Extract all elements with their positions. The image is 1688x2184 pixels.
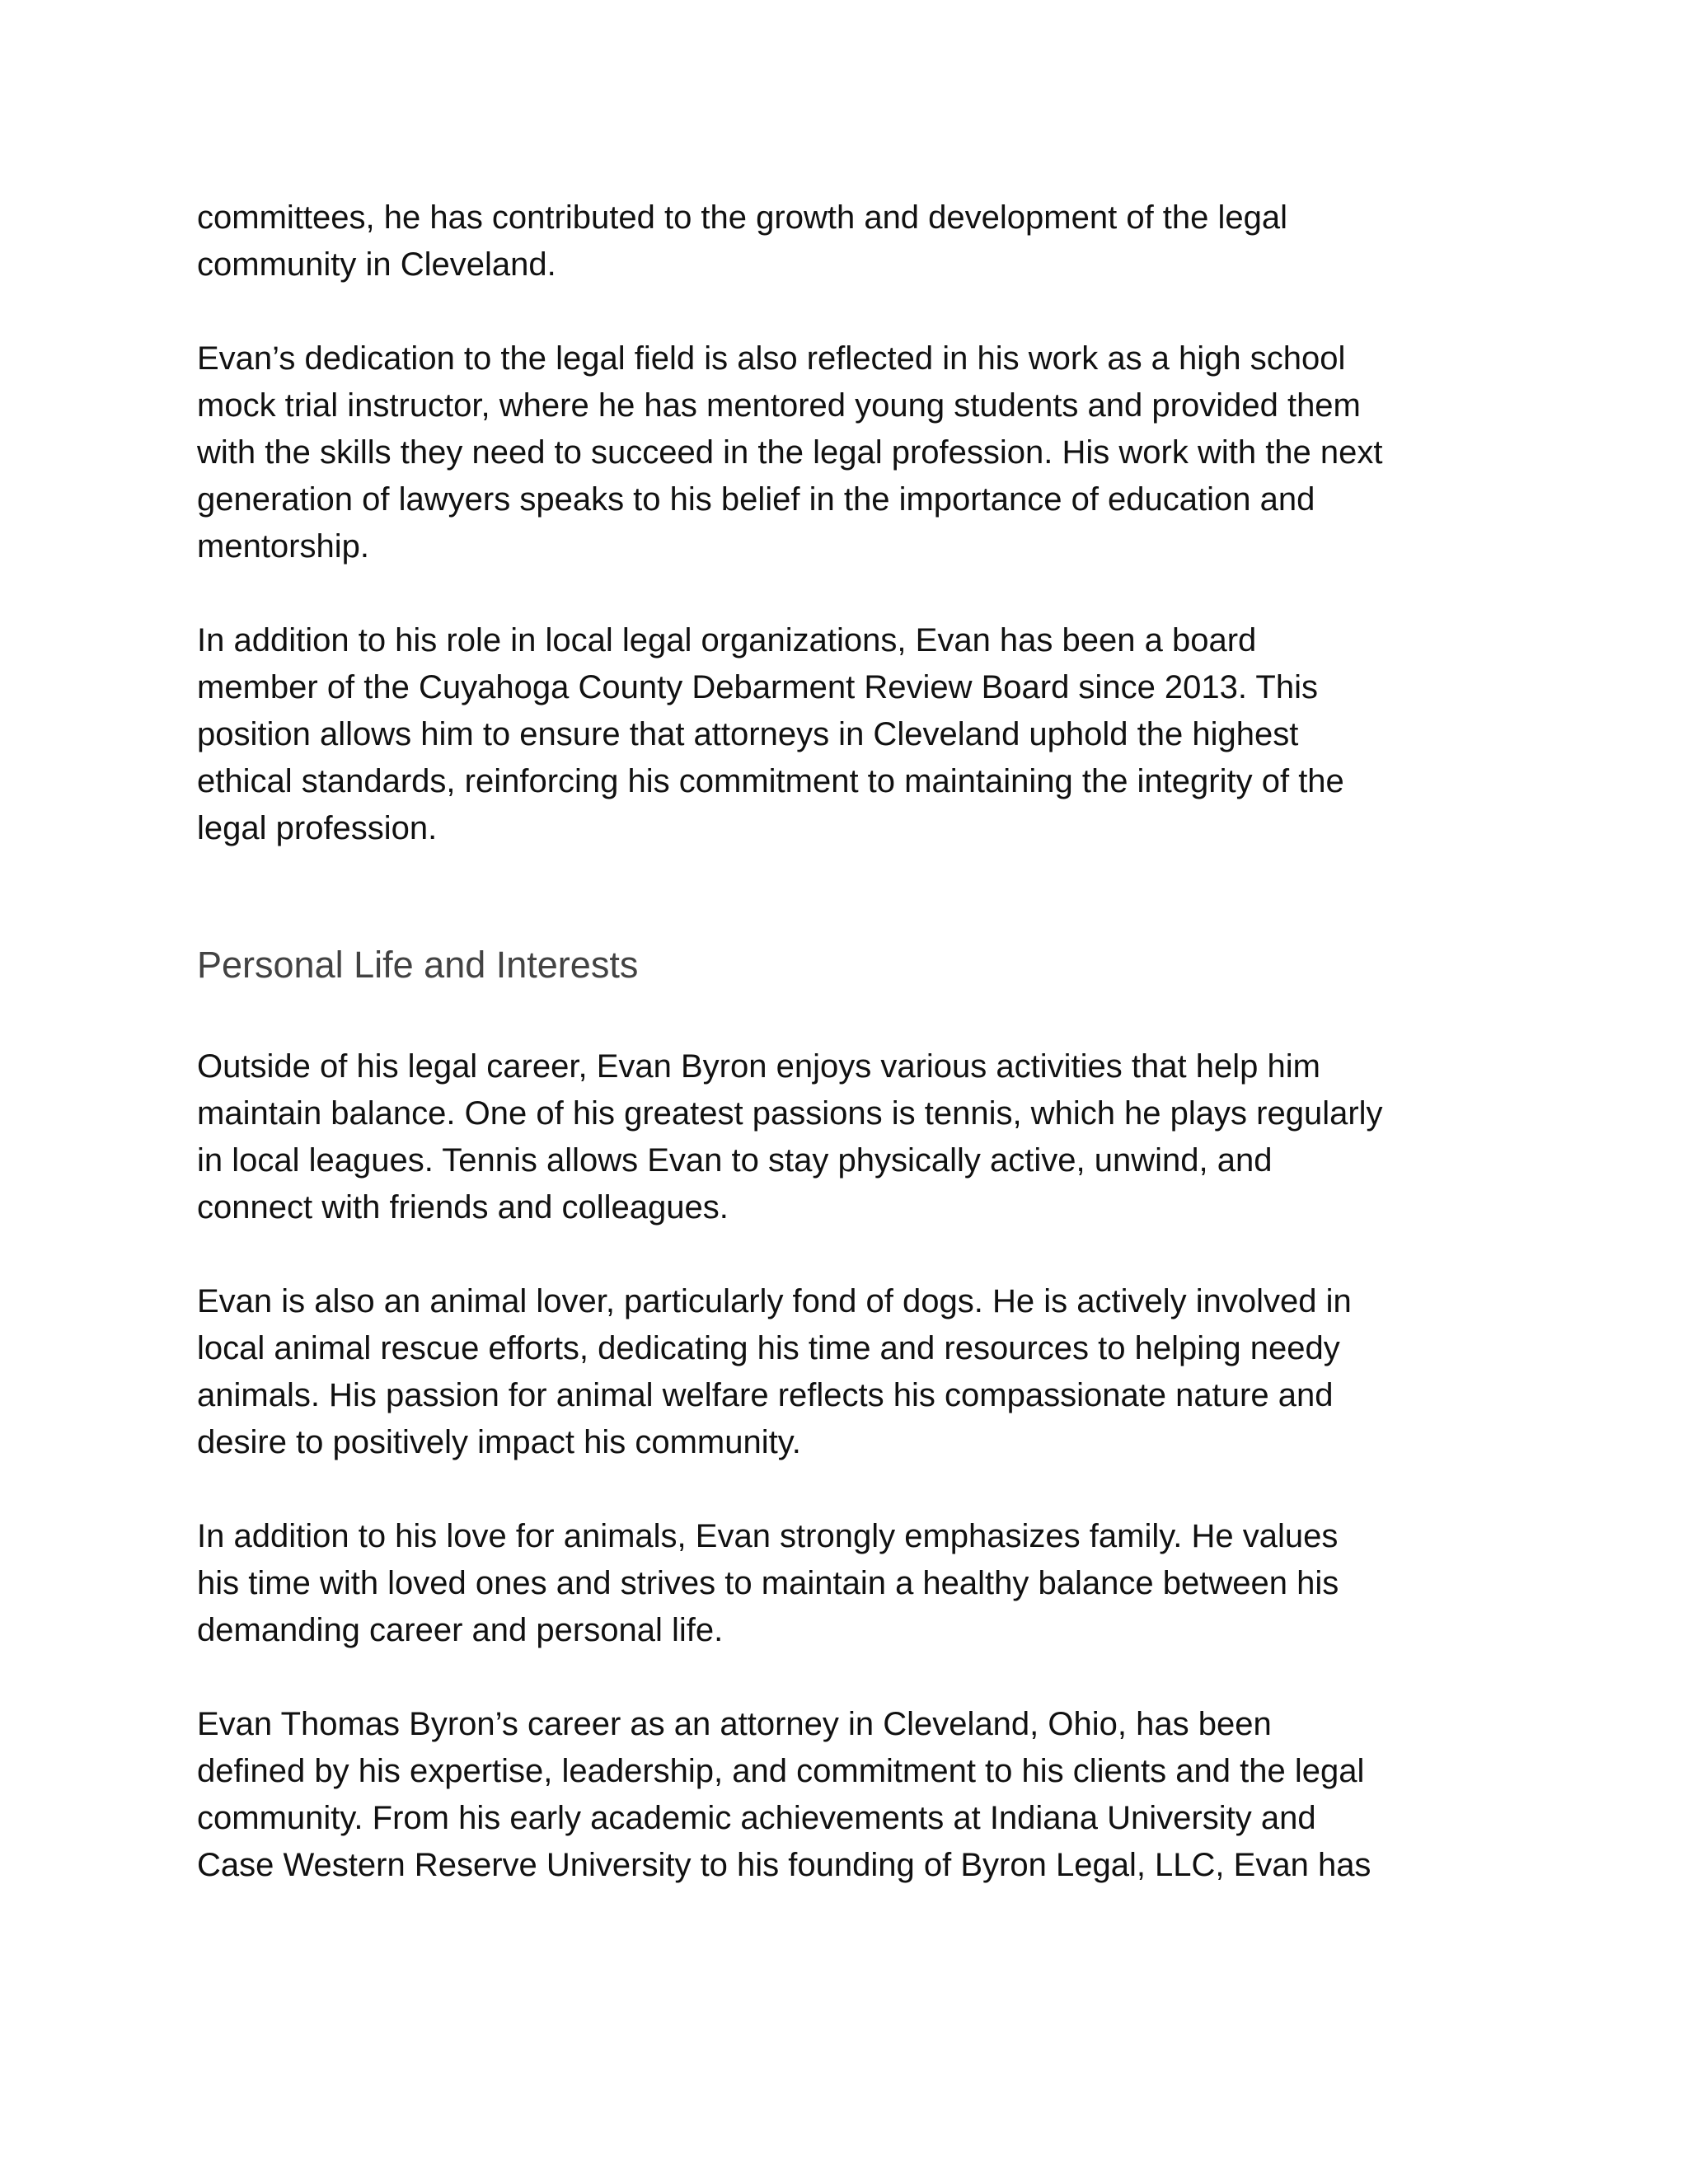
paragraph-career-summary: Evan Thomas Byron’s career as an attorney in Cleveland, Ohio, has been defined by his expertise, leadership, and commitment to his clients and the legal community. From his early academic achievements at Indiana University and Case Western Reserve University to his founding of Byron Legal, LLC, Evan has	[197, 1706, 1372, 1883]
paragraph-mock-trial: Evan’s dedication to the legal field is also reflected in his work as a high school mock trial instructor, where he has mentored young students and provided them with the skills they need to succeed in the legal profession. His work with the next generation of lawyers speaks to his belief in the importance of education and mentorship.	[197, 340, 1383, 565]
document-body	[197, 194, 1516, 1889]
paragraph-family: In addition to his love for animals, Evan strongly emphasizes family. He values his time with loved ones and strives to maintain a healthy balance between his demanding career and personal life.	[197, 1518, 1339, 1648]
section-heading: Personal Life and Interests	[197, 944, 639, 986]
paragraph-tennis: Outside of his legal career, Evan Byron enjoys various activities that help him maintain balance. One of his greatest passions is tennis, which he plays regularly in local leagues. Tennis allows Evan to stay physically active, unwind, and connect with friends and colleagues.	[197, 1048, 1383, 1226]
paragraph-committees: committees, he has contributed to the growth and development of the legal community in Cleveland.	[197, 199, 1288, 283]
paragraph-animals: Evan is also an animal lover, particularly fond of dogs. He is actively involved in local animal rescue efforts, dedicating his time and resources to helping needy animals. His passion for animal welfare reflects his compassionate nature and desire to positively impact his community.	[197, 1283, 1352, 1460]
paragraph-debarment-board: In addition to his role in local legal organizations, Evan has been a board member of the Cuyahoga County Debarment Review Board since 2013. This position allows him to ensure that attorneys in Cleveland uphold the highest ethical standards, reinforcing his commitment to maintaining the integrity of the legal profession.	[197, 622, 1344, 846]
